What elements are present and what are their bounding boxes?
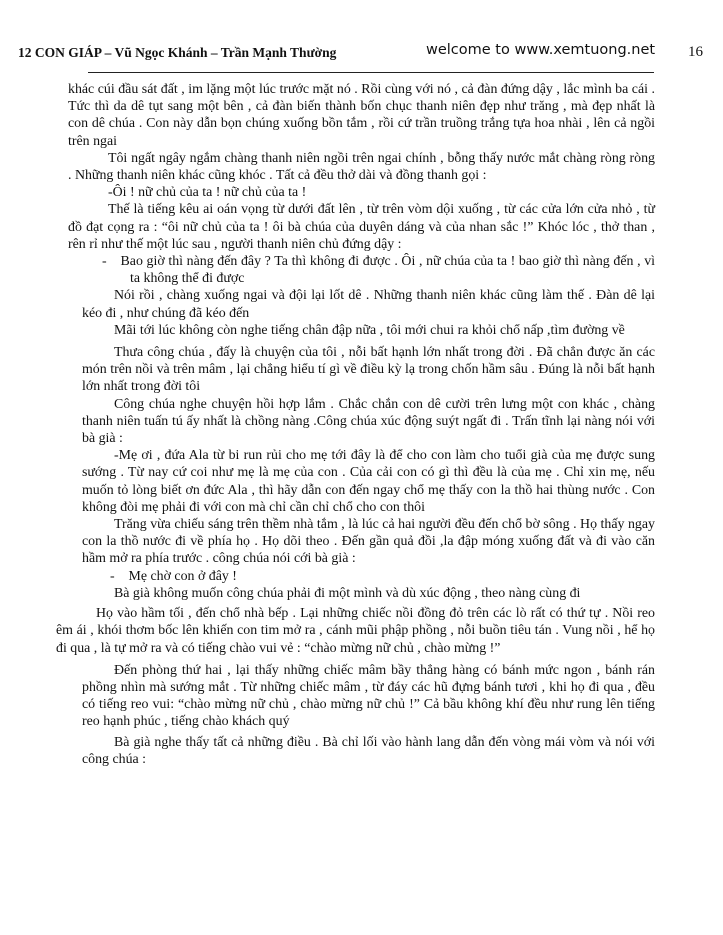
- book-title: 12 CON GIÁP – Vũ Ngọc Khánh – Trần Mạnh Thường: [18, 45, 337, 60]
- paragraph: Đến phòng thứ hai , lại thấy những chiếc mâm bầy thẳng hàng có bánh mức ngon , bánh rán phồng nhìn mà sướng mắt . Từ những chiếc mâm , từ đáy các hũ đựng bánh tươi , khi họ đi qua , đều có tiếng reo vui: “chào mừng nữ chủ , chào mừng nữ chủ !” Cả bầu không khí đều như rung lên tiếng reo hạnh phúc , tiếng chào khách quý: [82, 662, 655, 730]
- paragraph: Mãi tới lúc không còn nghe tiếng chân đập nữa , tôi mới chui ra khỏi chổ nấp ,tìm đường về: [114, 322, 625, 338]
- dialogue-line: - Bao giờ thì nàng đến đây ? Ta thì không đi được . Ôi , nữ chúa của ta ! bao giờ thì nàng đến , vì ta không thể đi được: [102, 254, 655, 287]
- paragraph: Thế là tiếng kêu ai oán vọng từ dưới đất lên , từ trên vòm dội xuống , từ các cửa lớn cửa nhỏ , từ đồ đạt cọng ra : “ôi nữ chủ của ta ! ôi bà chúa của duyên dáng và của nhan sắc !” Khóc lóc , thở than , rên rỉ như thế một lúc sau , người thanh niên chủ đứng dậy :: [68, 202, 655, 252]
- paragraph: Nói rồi , chàng xuống ngai và đội lại lốt dê . Những thanh niên khác cũng làm thế . Đàn dê lại kéo đi , như chúng đã kéo đến: [82, 288, 655, 321]
- paragraph: Bà già nghe thấy tất cả những điều . Bà chỉ lối vào hành lang dẫn đến vòng mái vòm và nói với công chúa :: [82, 734, 655, 767]
- dialogue-line: -Mẹ ơi , đứa Ala từ bi run rủi cho mẹ tới đây là để cho con làm cho tuổi già của mẹ được sung sướng . Từ nay cứ coi như mẹ là mẹ của con . Của cải con có gì thì đều là của mẹ . Chỉ xin mẹ, nếu muốn tỏ lòng biết ơn đức Ala , thì hãy dẫn con đến ngay chổ mẹ thấy con la thồ hai thùng nước . Con không đòi mẹ phải đi với con mà chỉ cần chỉ chổ cho con thôi: [82, 448, 655, 515]
- website-watermark: welcome to www.xemtuong.net: [426, 42, 656, 58]
- paragraph: Công chúa nghe chuyện hồi hợp lắm . Chắc chắn con dê cười trên lưng một con khác , chàng thanh niên tuấn tú ấy nhất là chồng nàng .Công chúa xúc động suýt ngất đi . Trấn tĩnh lại nàng nói với bà già :: [82, 396, 655, 447]
- header-rule: [88, 72, 654, 73]
- dialogue-line: - Mẹ chờ con ở đây !: [110, 568, 237, 584]
- dialogue-line: -Ôi ! nữ chủ của ta ! nữ chủ của ta !: [108, 185, 307, 201]
- paragraph: Họ vào hầm tối , đến chổ nhà bếp . Lại những chiếc nồi đồng đỏ trên các lò rất có thứ tự . Nồi reo êm ái , khói thơm bốc lên khiến con tim mở ra , cánh mũi phập phồng , nỗi buồn tiêu tán . Vung nồi , hể họ đi qua , là tự mở ra và có tiếng chào vui vẻ : “chào mừng nữ chủ , chào mừng !”: [56, 606, 655, 656]
- paragraph: khác cúi đầu sát đất , im lặng một lúc trước mặt nó . Rồi cùng với nó , cả đàn đứng dậy , lắc mình ba cái . Tức thì da dê tụt sang một bên , cả đàn biến thành bốn chục thanh niên đẹp như trăng , mà đẹp nhất là con dê chúa . Con này dẫn bọn chúng xuống bồn tắm , rồi cứ trần truồng trắng tựa hoa nhài , lên cả ngồi trên ngai: [68, 82, 655, 149]
- paragraph: Bà già không muốn công chúa phải đi một mình và dù xúc động , theo nàng cùng đi: [114, 585, 581, 601]
- body-text: [56, 81, 655, 768]
- paragraph: Thưa công chúa , đấy là chuyện của tôi , nỗi bất hạnh lớn nhất trong đời . Đã chẳn được ăn các món trên nồi và trên mâm , lại chẳng hiểu tí gì về điều kỳ lạ trong chốn hầm sâu . Đúng là nỗi bất hạnh lớn nhất trong đời tôi: [82, 345, 655, 395]
- page-header: [18, 42, 703, 64]
- page-number: 16: [688, 44, 703, 60]
- paragraph: Trăng vừa chiếu sáng trên thềm nhà tắm , là lúc cả hai người đều đến chổ bờ sông . Họ thấy ngay con la thồ nước đi về phía họ . Họ dõi theo . Đến gần quả đồi ,la đập móng xuống đất và đi vào căn hầm mở ra phía trước . công chúa nói cới bà già :: [82, 517, 655, 567]
- paragraph: Tôi ngất ngây ngắm chàng thanh niên ngồi trên ngai chính , bỗng thấy nước mắt chàng ròng ròng . Những thanh niên khác cũng khóc . Tất cả đều thở dài và đồng thanh gọi :: [68, 150, 655, 184]
